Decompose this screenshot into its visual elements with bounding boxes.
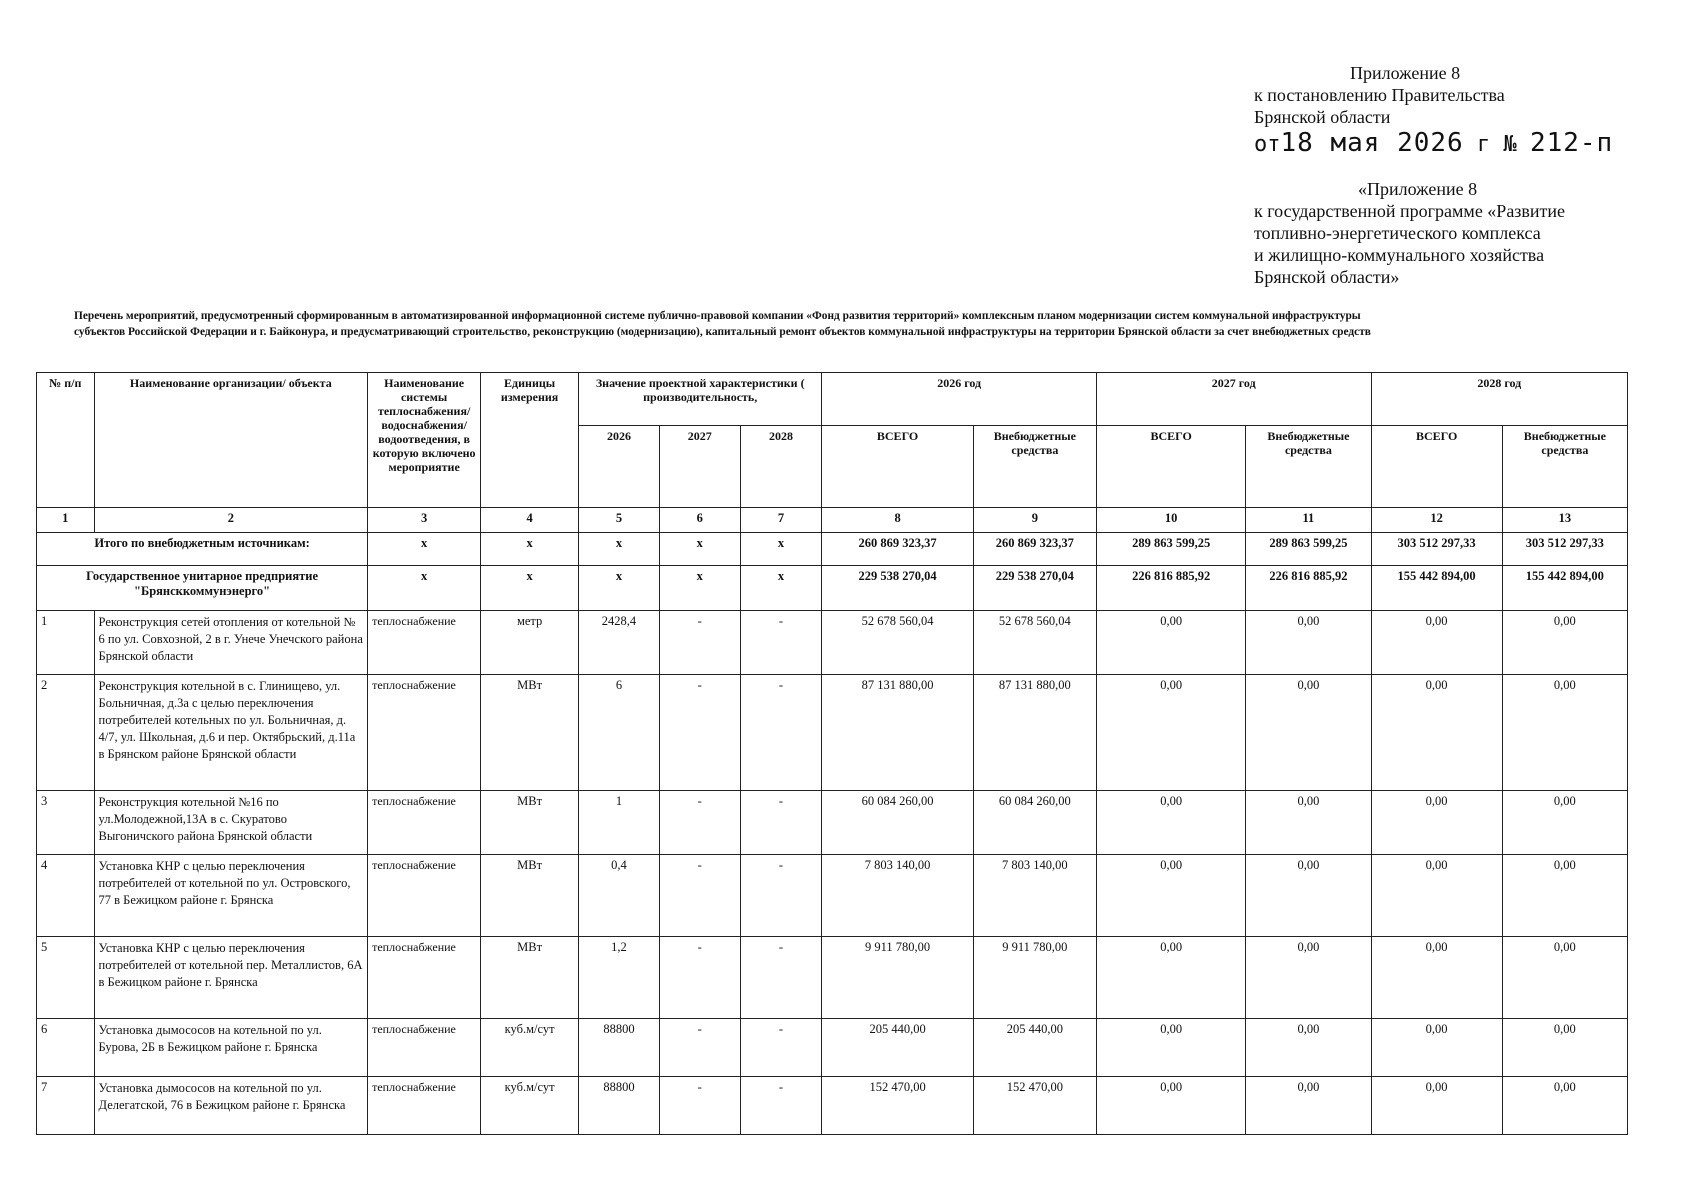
column-number: 11	[1246, 508, 1371, 533]
row-offbudget-2028: 0,00	[1502, 1077, 1627, 1135]
row-total-2028: 0,00	[1371, 937, 1502, 1019]
row-unit: куб.м/сут	[481, 1077, 579, 1135]
program-header	[1254, 178, 1565, 288]
header-num: № п/п	[37, 373, 95, 508]
measures-table	[36, 372, 1628, 1135]
organization-row-x: x	[740, 566, 822, 611]
row-offbudget-2026: 60 084 260,00	[973, 791, 1096, 855]
row-total-2026: 205 440,00	[822, 1019, 973, 1077]
organization-row-2027-total: 226 816 885,92	[1096, 566, 1245, 611]
header-system	[368, 373, 481, 508]
total-row-x: x	[740, 533, 822, 566]
header-offbudget-2028: Внебюджетные средства	[1502, 426, 1627, 508]
resolution-line-1: Приложение 8	[1350, 63, 1461, 83]
row-capacity-2028: -	[740, 791, 822, 855]
row-capacity-2026: 1	[579, 791, 660, 855]
row-total-2026: 7 803 140,00	[822, 855, 973, 937]
row-system: теплоснабжение	[368, 937, 481, 1019]
row-unit: МВт	[481, 675, 579, 791]
table-row	[37, 855, 1628, 937]
row-total-2028: 0,00	[1371, 675, 1502, 791]
row-capacity-2026: 88800	[579, 1019, 660, 1077]
row-offbudget-2027: 0,00	[1246, 855, 1371, 937]
row-total-2026: 152 470,00	[822, 1077, 973, 1135]
row-total-2027: 0,00	[1096, 675, 1245, 791]
row-offbudget-2027: 0,00	[1246, 937, 1371, 1019]
resolution-date-prefix: от	[1254, 132, 1281, 157]
row-unit: метр	[481, 611, 579, 675]
row-capacity-2027: -	[659, 675, 740, 791]
table-row	[37, 791, 1628, 855]
row-object-name: Установка КНР с целью переключения потребителей от котельной пер. Металлистов, 6А в Бежицком районе г. Брянска	[94, 937, 368, 1019]
row-total-2027: 0,00	[1096, 937, 1245, 1019]
row-offbudget-2027: 0,00	[1246, 1077, 1371, 1135]
row-offbudget-2026: 87 131 880,00	[973, 675, 1096, 791]
total-row-2028-offbudget: 303 512 297,33	[1502, 533, 1627, 566]
row-capacity-2028: -	[740, 1019, 822, 1077]
row-total-2027: 0,00	[1096, 1077, 1245, 1135]
row-capacity-2028: -	[740, 675, 822, 791]
row-object-name: Установка КНР с целью переключения потребителей от котельной по ул. Островского, 77 в Бежицком районе г. Брянска	[94, 855, 368, 937]
row-capacity-2028: -	[740, 611, 822, 675]
row-unit: куб.м/сут	[481, 1019, 579, 1077]
organization-row-x: x	[579, 566, 660, 611]
column-number: 9	[973, 508, 1096, 533]
row-system: теплоснабжение	[368, 1019, 481, 1077]
document-title-line-2: субъектов Российской Федерации и г. Байконура, и предусматривающий строительство, реконструкцию (модернизацию), капитальный ремонт объектов коммунальной инфраструктуры на территории Брянской области за счет внебюджетных средств	[74, 326, 1371, 338]
row-total-2026: 87 131 880,00	[822, 675, 973, 791]
row-capacity-2027: -	[659, 791, 740, 855]
column-number: 8	[822, 508, 973, 533]
header-total-2027: ВСЕГО	[1096, 426, 1245, 508]
row-total-2027: 0,00	[1096, 791, 1245, 855]
column-number: 7	[740, 508, 822, 533]
total-row-x: x	[368, 533, 481, 566]
total-row-2026-offbudget: 260 869 323,37	[973, 533, 1096, 566]
header-offbudget-2027: Внебюджетные средства	[1246, 426, 1371, 508]
total-row-label: Итого по внебюджетным источникам:	[37, 533, 368, 566]
row-num: 5	[37, 937, 95, 1019]
row-offbudget-2026: 205 440,00	[973, 1019, 1096, 1077]
resolution-date: 18 мая 2026	[1280, 128, 1464, 158]
organization-row-2026-total: 229 538 270,04	[822, 566, 973, 611]
row-capacity-2027: -	[659, 937, 740, 1019]
row-system: теплоснабжение	[368, 791, 481, 855]
row-offbudget-2028: 0,00	[1502, 937, 1627, 1019]
header-year-2028: 2028 год	[1371, 373, 1628, 426]
row-system: теплоснабжение	[368, 855, 481, 937]
row-total-2028: 0,00	[1371, 791, 1502, 855]
row-capacity-2027: -	[659, 1077, 740, 1135]
row-total-2026: 9 911 780,00	[822, 937, 973, 1019]
organization-row-x: x	[481, 566, 579, 611]
organization-row-label: Государственное унитарное предприятие "Брянсккоммунэнерго"	[37, 566, 368, 611]
table-row	[37, 1077, 1628, 1135]
column-number: 12	[1371, 508, 1502, 533]
header-capacity-2028: 2028	[740, 426, 822, 508]
total-row	[37, 533, 1628, 566]
row-capacity-2028: -	[740, 855, 822, 937]
row-offbudget-2027: 0,00	[1246, 791, 1371, 855]
row-unit: МВт	[481, 791, 579, 855]
row-offbudget-2026: 152 470,00	[973, 1077, 1096, 1135]
row-offbudget-2027: 0,00	[1246, 1019, 1371, 1077]
row-num: 4	[37, 855, 95, 937]
resolution-number: 212-п	[1529, 128, 1614, 158]
row-capacity-2026: 88800	[579, 1077, 660, 1135]
header-capacity-2026: 2026	[579, 426, 660, 508]
row-offbudget-2028: 0,00	[1502, 611, 1627, 675]
row-system: теплоснабжение	[368, 611, 481, 675]
total-row-2026-total: 260 869 323,37	[822, 533, 973, 566]
row-capacity-2026: 0,4	[579, 855, 660, 937]
row-total-2028: 0,00	[1371, 611, 1502, 675]
column-number-row	[37, 508, 1628, 533]
header-offbudget-2026: Внебюджетные средства	[973, 426, 1096, 508]
header-year-2026: 2026 год	[822, 373, 1097, 426]
header-units: Единицы измерения	[481, 373, 579, 508]
row-offbudget-2026: 7 803 140,00	[973, 855, 1096, 937]
header-capacity-2027: 2027	[659, 426, 740, 508]
resolution-line-2: к постановлению Правительства	[1254, 85, 1505, 105]
table-row	[37, 937, 1628, 1019]
program-line-1: «Приложение 8	[1358, 179, 1478, 199]
row-object-name: Реконструкция сетей отопления от котельной № 6 по ул. Совхозной, 2 в г. Унече Унечского района Брянской области	[94, 611, 368, 675]
resolution-date-line	[1254, 130, 1613, 158]
row-offbudget-2028: 0,00	[1502, 791, 1627, 855]
row-total-2028: 0,00	[1371, 1019, 1502, 1077]
row-total-2028: 0,00	[1371, 1077, 1502, 1135]
row-total-2028: 0,00	[1371, 855, 1502, 937]
row-offbudget-2028: 0,00	[1502, 675, 1627, 791]
row-capacity-2026: 1,2	[579, 937, 660, 1019]
row-capacity-2026: 2428,4	[579, 611, 660, 675]
row-offbudget-2028: 0,00	[1502, 855, 1627, 937]
column-number: 1	[37, 508, 95, 533]
row-object-name: Установка дымососов на котельной по ул. Делегатской, 76 в Бежицком районе г. Брянска	[94, 1077, 368, 1135]
total-row-2028-total: 303 512 297,33	[1371, 533, 1502, 566]
column-number: 13	[1502, 508, 1627, 533]
header-year-2027: 2027 год	[1096, 373, 1371, 426]
row-offbudget-2026: 9 911 780,00	[973, 937, 1096, 1019]
column-number: 6	[659, 508, 740, 533]
row-capacity-2026: 6	[579, 675, 660, 791]
total-row-x: x	[481, 533, 579, 566]
table-row	[37, 1019, 1628, 1077]
row-num: 2	[37, 675, 95, 791]
header-row-1	[37, 373, 1628, 426]
row-total-2027: 0,00	[1096, 611, 1245, 675]
organization-row	[37, 566, 1628, 611]
organization-row-2028-offbudget: 155 442 894,00	[1502, 566, 1627, 611]
row-capacity-2027: -	[659, 855, 740, 937]
row-total-2026: 60 084 260,00	[822, 791, 973, 855]
organization-row-x: x	[659, 566, 740, 611]
header-capacity: Значение проектной характеристики ( производительность,	[579, 373, 822, 426]
column-number: 4	[481, 508, 579, 533]
program-line-3: топливно-энергетического комплекса	[1254, 223, 1541, 243]
row-capacity-2027: -	[659, 611, 740, 675]
row-num: 6	[37, 1019, 95, 1077]
row-num: 1	[37, 611, 95, 675]
row-object-name: Реконструкция котельной в с. Глинищево, ул. Больничная, д.3а с целью переключения потребителей котельных по ул. Больничная, д. 4/7, ул. Школьная, д.6 и пер. Октябрьский, д.11а в Брянском районе Брянской области	[94, 675, 368, 791]
row-capacity-2028: -	[740, 1077, 822, 1135]
program-line-4: и жилищно-коммунального хозяйства	[1254, 245, 1545, 265]
row-num: 7	[37, 1077, 95, 1135]
row-offbudget-2026: 52 678 560,04	[973, 611, 1096, 675]
row-total-2027: 0,00	[1096, 1019, 1245, 1077]
resolution-line-3: Брянской области	[1254, 107, 1391, 127]
total-row-x: x	[579, 533, 660, 566]
row-total-2026: 52 678 560,04	[822, 611, 973, 675]
resolution-number-prefix: г №	[1476, 132, 1517, 157]
total-row-2027-total: 289 863 599,25	[1096, 533, 1245, 566]
row-capacity-2027: -	[659, 1019, 740, 1077]
header-name: Наименование организации/ объекта	[94, 373, 368, 508]
organization-row-x: x	[368, 566, 481, 611]
column-number: 3	[368, 508, 481, 533]
row-offbudget-2028: 0,00	[1502, 1019, 1627, 1077]
organization-row-2027-offbudget: 226 816 885,92	[1246, 566, 1371, 611]
resolution-header	[1254, 62, 1613, 158]
row-unit: МВт	[481, 937, 579, 1019]
row-object-name: Установка дымососов на котельной по ул. Бурова, 2Б в Бежицком районе г. Брянска	[94, 1019, 368, 1077]
row-object-name: Реконструкция котельной №16 по ул.Молодежной,13А в с. Скуратово Выгоничского района Брянской области	[94, 791, 368, 855]
row-unit: МВт	[481, 855, 579, 937]
table-row	[37, 611, 1628, 675]
document-title	[74, 308, 1614, 340]
header-system-text: Наименование системы теплоснабжения/водоснабжения/водоотведения, в которую включено мероприятие	[372, 376, 476, 474]
column-number: 2	[94, 508, 368, 533]
row-capacity-2028: -	[740, 937, 822, 1019]
header-total-2026: ВСЕГО	[822, 426, 973, 508]
document-title-line-1: Перечень мероприятий, предусмотренный сформированным в автоматизированной информационной системе публично-правовой компании «Фонд развития территорий» комплексным планом модернизации систем коммунальной инфраструктуры	[74, 310, 1361, 322]
program-line-2: к государственной программе «Развитие	[1254, 201, 1566, 221]
program-line-5: Брянской области»	[1254, 267, 1400, 287]
row-num: 3	[37, 791, 95, 855]
total-row-x: x	[659, 533, 740, 566]
row-total-2027: 0,00	[1096, 855, 1245, 937]
organization-row-2028-total: 155 442 894,00	[1371, 566, 1502, 611]
organization-row-2026-offbudget: 229 538 270,04	[973, 566, 1096, 611]
row-offbudget-2027: 0,00	[1246, 675, 1371, 791]
column-number: 10	[1096, 508, 1245, 533]
total-row-2027-offbudget: 289 863 599,25	[1246, 533, 1371, 566]
row-offbudget-2027: 0,00	[1246, 611, 1371, 675]
row-system: теплоснабжение	[368, 675, 481, 791]
header-total-2028: ВСЕГО	[1371, 426, 1502, 508]
column-number: 5	[579, 508, 660, 533]
row-system: теплоснабжение	[368, 1077, 481, 1135]
table-row	[37, 675, 1628, 791]
